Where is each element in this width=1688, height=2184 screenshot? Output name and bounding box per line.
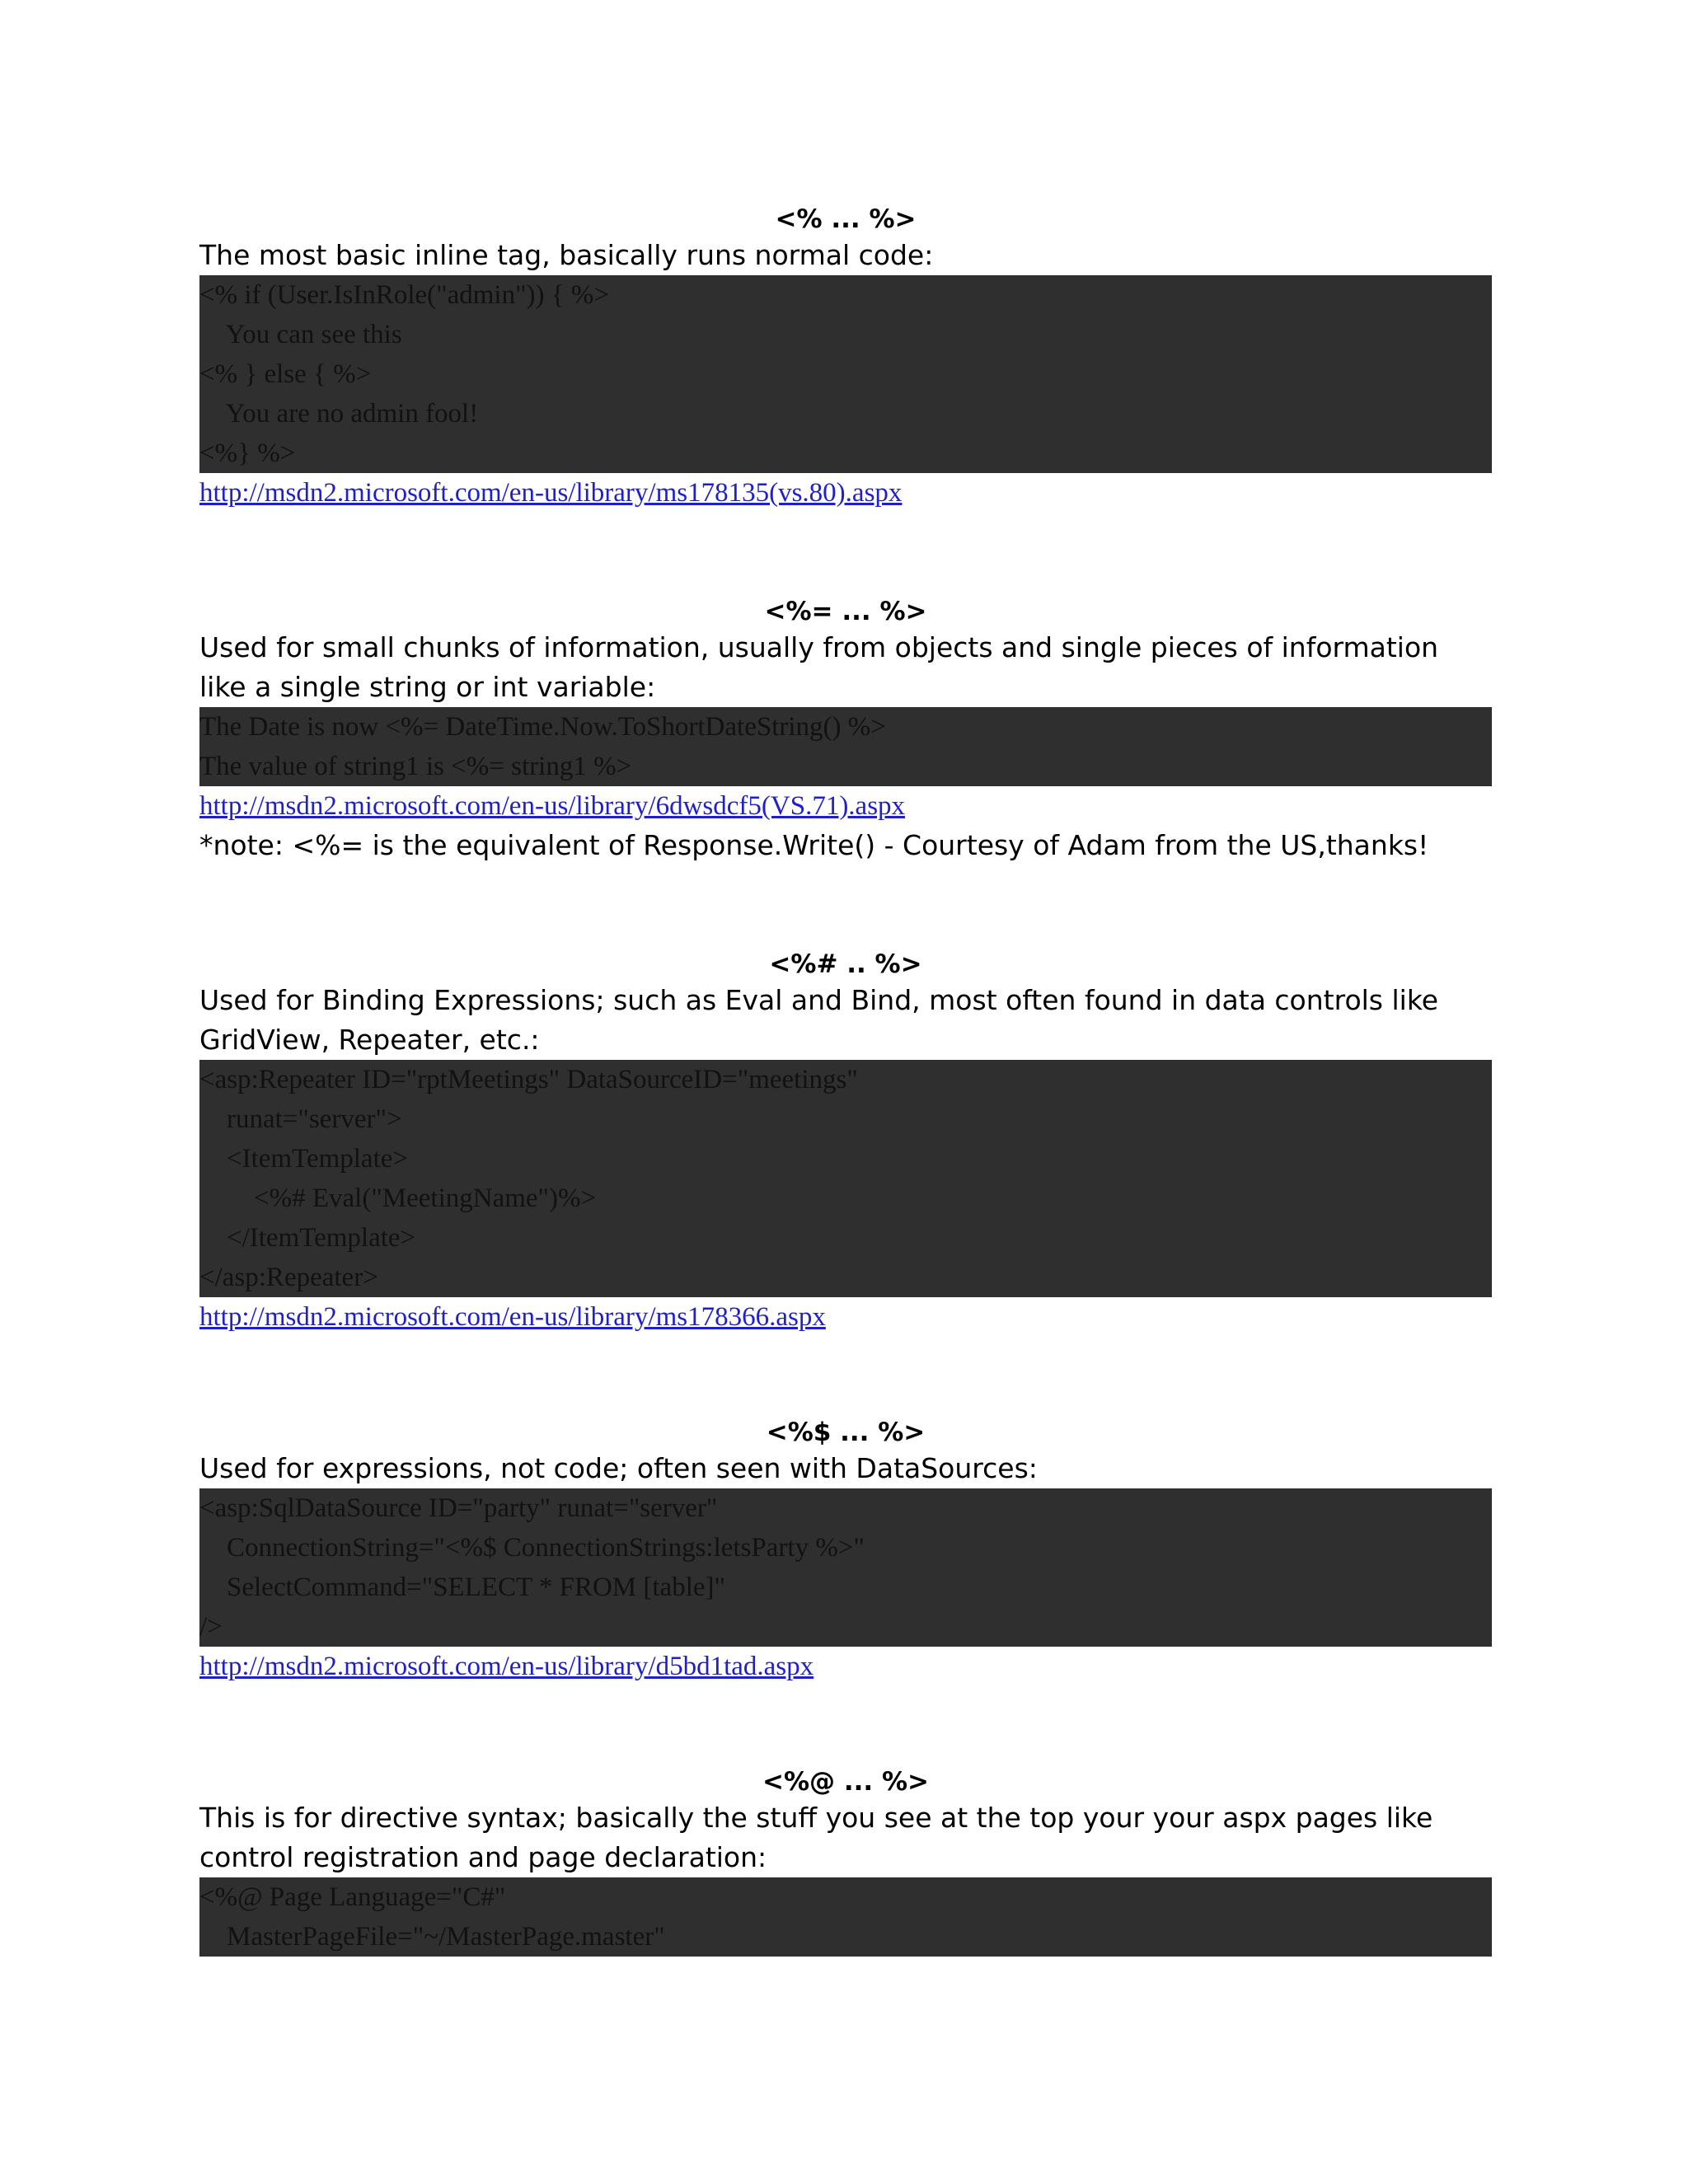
code-line: The Date is now <%= DateTime.Now.ToShortDateString() %> (199, 712, 886, 742)
code-sample (199, 1877, 1492, 1957)
reference-link[interactable]: http://msdn2.microsoft.com/en-us/library/d5bd1tad.aspx (199, 1652, 814, 1681)
code-line: <%@ Page Language="C#" (199, 1882, 506, 1912)
section-note: *note: <%= is the equivalent of Response.Write() - Courtesy of Adam from the US,thanks! (199, 829, 1429, 861)
section-code-block-tag (199, 203, 1492, 513)
code-line: MasterPageFile="~/MasterPage.master" (199, 1922, 665, 1952)
section-description: This is for directive syntax; basically the stuff you see at the top your your aspx pages like control registration and page declaration: (199, 1802, 1433, 1873)
section-display-expression-tag (199, 595, 1492, 865)
code-line: /> (199, 1612, 223, 1642)
code-sample (199, 275, 1492, 473)
code-line: <asp:Repeater ID="rptMeetings" DataSourceID="meetings" (199, 1065, 858, 1094)
code-line: </ItemTemplate> (199, 1223, 416, 1253)
section-heading: <%@ ... %> (762, 1767, 929, 1797)
section-description: The most basic inline tag, basically runs normal code: (199, 239, 934, 271)
section-heading: <%# .. %> (769, 949, 922, 979)
section-description: Used for small chunks of information, usually from objects and single pieces of information like a single string or int variable: (199, 631, 1439, 703)
section-expression-builder-tag (199, 1416, 1492, 1686)
code-line: SelectCommand="SELECT * FROM [table]" (199, 1572, 725, 1602)
code-sample (199, 1488, 1492, 1647)
section-directive-tag (199, 1765, 1492, 1957)
code-line: The value of string1 is <%= string1 %> (199, 752, 632, 781)
section-description: Used for Binding Expressions; such as Eval and Bind, most often found in data controls like GridView, Repeater, etc.: (199, 984, 1439, 1056)
code-sample (199, 707, 1492, 786)
code-line: runat="server"> (199, 1104, 402, 1134)
reference-link[interactable]: http://msdn2.microsoft.com/en-us/library/6dwsdcf5(VS.71).aspx (199, 791, 906, 821)
section-description: Used for expressions, not code; often seen with DataSources: (199, 1452, 1038, 1484)
code-line: <asp:SqlDataSource ID="party" runat="server" (199, 1493, 718, 1523)
code-line: <% } else { %> (199, 359, 372, 389)
code-sample (199, 1060, 1492, 1297)
code-line: ConnectionString="<%$ ConnectionStrings:letsParty %>" (199, 1533, 865, 1563)
document-page (199, 203, 1492, 1957)
code-line: You are no admin fool! (199, 399, 479, 429)
code-line: <%} %> (199, 438, 296, 468)
section-heading: <% ... %> (775, 204, 917, 234)
section-heading: <%= ... %> (764, 597, 927, 626)
code-line: </asp:Repeater> (199, 1263, 378, 1292)
reference-link[interactable]: http://msdn2.microsoft.com/en-us/library/ms178366.aspx (199, 1302, 826, 1332)
code-line: You can see this (199, 320, 402, 349)
reference-link[interactable]: http://msdn2.microsoft.com/en-us/library/ms178135(vs.80).aspx (199, 478, 903, 508)
code-line: <% if (User.IsInRole("admin")) { %> (199, 280, 609, 310)
section-heading: <%$ ... %> (766, 1418, 926, 1447)
code-line: <ItemTemplate> (199, 1144, 408, 1174)
section-binding-expression-tag (199, 948, 1492, 1337)
code-line: <%# Eval("MeetingName")%> (199, 1183, 597, 1213)
